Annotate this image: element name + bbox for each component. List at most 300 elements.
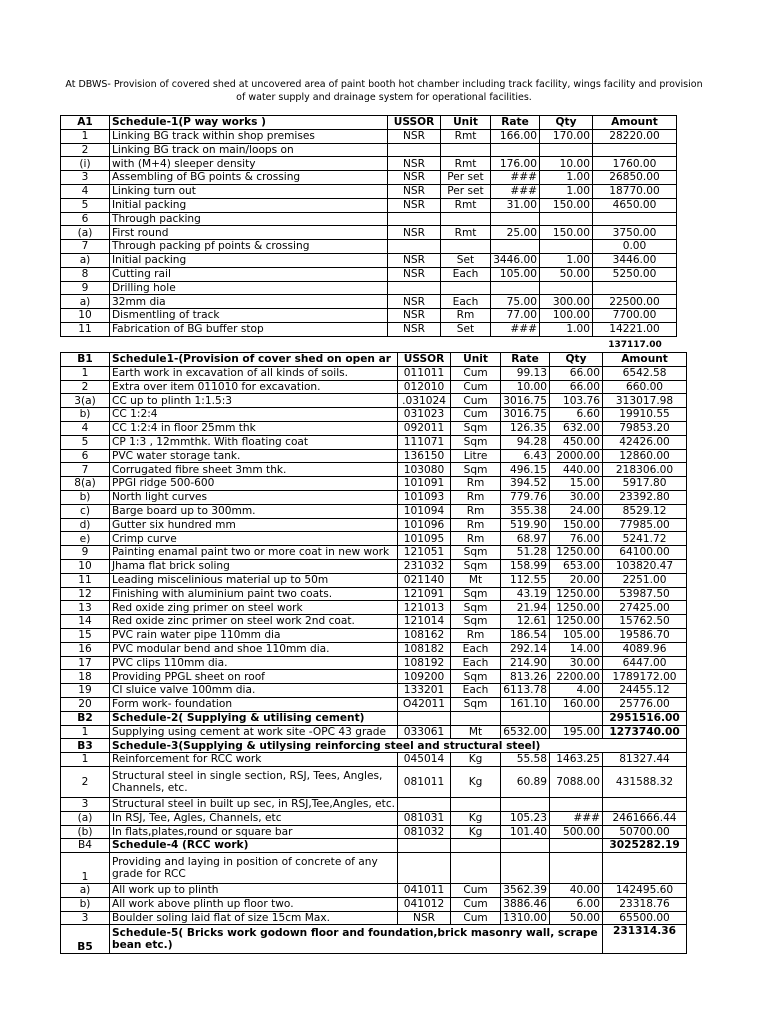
cell: 5 — [61, 198, 110, 212]
cell: 105.00 — [491, 267, 540, 281]
cell: 1250.00 — [550, 615, 603, 629]
cell: Each — [451, 656, 501, 670]
cell: 60.89 — [501, 766, 550, 797]
cell: PVC clips 110mm dia. — [110, 656, 398, 670]
cell: 3446.00 — [593, 253, 677, 267]
cell: 77.00 — [491, 309, 540, 323]
cell: Kg — [451, 753, 501, 767]
cell: Structural steel in single section, RSJ, Tees, Angles, Channels, etc. — [110, 766, 398, 797]
cell: b) — [61, 408, 110, 422]
table-row — [61, 366, 687, 380]
cell: (i) — [61, 157, 110, 171]
table-row — [61, 240, 677, 254]
cell: Rmt — [441, 129, 491, 143]
cell: (b) — [61, 825, 110, 839]
table-row — [61, 573, 687, 587]
table-row — [61, 380, 687, 394]
section-total: 231314.36 — [603, 925, 687, 954]
cell: 66.00 — [550, 380, 603, 394]
cell: 65500.00 — [603, 911, 687, 925]
cell: 166.00 — [491, 129, 540, 143]
cell: 7088.00 — [550, 766, 603, 797]
cell: 94.28 — [501, 435, 550, 449]
cell: 12860.00 — [603, 449, 687, 463]
cell: 176.00 — [491, 157, 540, 171]
cell: 11 — [61, 322, 110, 336]
cell: Through packing pf points & crossing — [110, 240, 388, 254]
cell: 6447.00 — [603, 656, 687, 670]
cell: Red oxide zing primer on steel work — [110, 601, 398, 615]
cell: Supplying using cement at work site -OPC 43 grade — [110, 725, 398, 739]
cell — [388, 240, 441, 254]
cell: 081032 — [398, 825, 451, 839]
cell: a) — [61, 295, 110, 309]
cell: 6532.00 — [501, 725, 550, 739]
cell: 5250.00 — [593, 267, 677, 281]
cell: 3562.39 — [501, 884, 550, 898]
cell: 431588.32 — [603, 766, 687, 797]
cell: b) — [61, 897, 110, 911]
table-row — [61, 518, 687, 532]
cell: In flats,plates,round or square bar — [110, 825, 398, 839]
cell: Sqm — [451, 697, 501, 711]
cell: NSR — [388, 309, 441, 323]
cell: 40.00 — [550, 884, 603, 898]
cell: 14 — [61, 615, 110, 629]
cell: PPGI ridge 500-600 — [110, 477, 398, 491]
cell: 1789172.00 — [603, 670, 687, 684]
cell: Jhama flat brick soling — [110, 559, 398, 573]
cell: 195.00 — [550, 725, 603, 739]
cell: Cum — [451, 380, 501, 394]
cell: 43.19 — [501, 587, 550, 601]
cell: 161.10 — [501, 697, 550, 711]
schedule-b-table — [60, 352, 687, 954]
cell: Sqm — [451, 546, 501, 560]
section-title: Schedule-2( Supplying & utilising cement) — [110, 711, 398, 725]
cell: 64100.00 — [603, 546, 687, 560]
table-row — [61, 435, 687, 449]
cell: 6113.78 — [501, 684, 550, 698]
cell: Each — [451, 684, 501, 698]
cell: Painting enamal paint two or more coat in new work — [110, 546, 398, 560]
cell: a) — [61, 253, 110, 267]
cell: 142495.60 — [603, 884, 687, 898]
cell: 7 — [61, 463, 110, 477]
cell: 42426.00 — [603, 435, 687, 449]
table-row — [61, 670, 687, 684]
section-label: B3 — [61, 739, 110, 753]
cell: 25776.00 — [603, 697, 687, 711]
cell: Cum — [451, 884, 501, 898]
cell: 3750.00 — [593, 226, 677, 240]
table-row — [61, 394, 687, 408]
cell: Extra over item 011010 for excavation. — [110, 380, 398, 394]
cell: a) — [61, 884, 110, 898]
cell: 011011 — [398, 366, 451, 380]
cell: Per set — [441, 171, 491, 185]
cell: Rm — [441, 309, 491, 323]
cell: 121014 — [398, 615, 451, 629]
cell: 23318.76 — [603, 897, 687, 911]
cell — [388, 143, 441, 157]
cell: PVC water storage tank. — [110, 449, 398, 463]
cell: 8 — [61, 267, 110, 281]
cell: ### — [491, 171, 540, 185]
cell: 103.76 — [550, 394, 603, 408]
table-row — [61, 143, 677, 157]
cell: All work up to plinth — [110, 884, 398, 898]
cell: 4.00 — [550, 684, 603, 698]
section-label: B4 — [61, 839, 110, 853]
cell — [540, 212, 593, 226]
cell: .031024 — [398, 394, 451, 408]
table-row — [61, 711, 687, 725]
cell: 1 — [61, 853, 110, 884]
cell: 21.94 — [501, 601, 550, 615]
cell: 24.00 — [550, 504, 603, 518]
table-row — [61, 601, 687, 615]
cell: 50.00 — [540, 267, 593, 281]
cell: O42011 — [398, 697, 451, 711]
cell — [491, 143, 540, 157]
section-title: Schedule-3(Supplying & utilysing reinforcing steel and structural steel) — [110, 739, 687, 753]
cell: 4 — [61, 184, 110, 198]
cell: First round — [110, 226, 388, 240]
cell: Sqm — [451, 421, 501, 435]
cell: 6.43 — [501, 449, 550, 463]
cell: 2251.00 — [603, 573, 687, 587]
cell: 19586.70 — [603, 628, 687, 642]
table-row — [61, 449, 687, 463]
cell: 133201 — [398, 684, 451, 698]
cell: 27425.00 — [603, 601, 687, 615]
header-cell: A1 — [61, 116, 110, 130]
cell: NSR — [388, 198, 441, 212]
cell: 101095 — [398, 532, 451, 546]
schedule-1-table — [60, 115, 677, 337]
cell: Linking turn out — [110, 184, 388, 198]
table-row — [61, 587, 687, 601]
cell: 041011 — [398, 884, 451, 898]
cell: 1 — [61, 753, 110, 767]
section-title: Schedule-5( Bricks work godown floor and foundation,brick masonry wall, scrape bean etc.) — [110, 925, 603, 954]
cell: 1.00 — [540, 322, 593, 336]
cell: ### — [491, 322, 540, 336]
cell: 105.00 — [550, 628, 603, 642]
table-row — [61, 811, 687, 825]
cell: NSR — [388, 267, 441, 281]
table-row — [61, 421, 687, 435]
cell: ### — [491, 184, 540, 198]
cell: 1.00 — [540, 171, 593, 185]
cell: Sqm — [451, 559, 501, 573]
cell: 17 — [61, 656, 110, 670]
cell — [491, 212, 540, 226]
cell: 5 — [61, 435, 110, 449]
cell: 15.00 — [550, 477, 603, 491]
cell: 045014 — [398, 753, 451, 767]
cell — [593, 281, 677, 295]
header-cell: Schedule1-(Provision of cover shed on open ar — [110, 353, 398, 367]
cell: 30.00 — [550, 656, 603, 670]
header-cell: USSOR — [398, 353, 451, 367]
cell: 5917.80 — [603, 477, 687, 491]
cell: 66.00 — [550, 366, 603, 380]
cell: 10.00 — [540, 157, 593, 171]
cell — [441, 212, 491, 226]
table-row — [61, 490, 687, 504]
cell: All work above plinth up floor two. — [110, 897, 398, 911]
cell: 121091 — [398, 587, 451, 601]
cell: 12.61 — [501, 615, 550, 629]
header-cell: Rate — [491, 116, 540, 130]
cell: d) — [61, 518, 110, 532]
cell: 79853.20 — [603, 421, 687, 435]
cell — [491, 240, 540, 254]
cell: 632.00 — [550, 421, 603, 435]
cell — [388, 212, 441, 226]
cell: 214.90 — [501, 656, 550, 670]
cell: Rm — [451, 532, 501, 546]
table-row — [61, 725, 687, 739]
cell: 30.00 — [550, 490, 603, 504]
header-cell: Amount — [603, 353, 687, 367]
cell: Cum — [451, 897, 501, 911]
cell: 26850.00 — [593, 171, 677, 185]
cell: 19910.55 — [603, 408, 687, 422]
cell: 50700.00 — [603, 825, 687, 839]
cell: 2461666.44 — [603, 811, 687, 825]
cell: 1250.00 — [550, 587, 603, 601]
cell: 3016.75 — [501, 408, 550, 422]
cell: 101091 — [398, 477, 451, 491]
cell: 218306.00 — [603, 463, 687, 477]
header-cell: B1 — [61, 353, 110, 367]
cell: Crimp curve — [110, 532, 398, 546]
cell: 9 — [61, 546, 110, 560]
cell: Sqm — [451, 615, 501, 629]
table-row — [61, 897, 687, 911]
cell: 10 — [61, 559, 110, 573]
table-row — [61, 129, 677, 143]
cell: 1250.00 — [550, 601, 603, 615]
table-row — [61, 463, 687, 477]
cell: Cum — [451, 408, 501, 422]
cell: Sqm — [451, 670, 501, 684]
cell: Rm — [451, 477, 501, 491]
cell: 3(a) — [61, 394, 110, 408]
table-row — [61, 925, 687, 954]
table-row — [61, 546, 687, 560]
cell: Fabrication of BG buffer stop — [110, 322, 388, 336]
cell: 13 — [61, 601, 110, 615]
cell: 75.00 — [491, 295, 540, 309]
cell: Barge board up to 300mm. — [110, 504, 398, 518]
table-row — [61, 853, 687, 884]
cell: 1760.00 — [593, 157, 677, 171]
cell: 77985.00 — [603, 518, 687, 532]
table-row — [61, 697, 687, 711]
cell: 126.35 — [501, 421, 550, 435]
cell: 15762.50 — [603, 615, 687, 629]
document-title: At DBWS- Provision of covered shed at uncovered area of paint booth hot chamber including track facility, wings facility and provision of water supply and drainage system for operational facilities. — [65, 79, 703, 103]
cell: Reinforcement for RCC work — [110, 753, 398, 767]
header-cell: Unit — [451, 353, 501, 367]
cell: 81327.44 — [603, 753, 687, 767]
cell: 25.00 — [491, 226, 540, 240]
cell: NSR — [388, 129, 441, 143]
cell — [540, 281, 593, 295]
table-row — [61, 157, 677, 171]
cell: 31.00 — [491, 198, 540, 212]
cell: 6 — [61, 212, 110, 226]
cell: 11 — [61, 573, 110, 587]
table-row — [61, 253, 677, 267]
cell: 1.00 — [540, 184, 593, 198]
cell: 22500.00 — [593, 295, 677, 309]
cell — [491, 281, 540, 295]
cell: Mt — [451, 573, 501, 587]
table-row — [61, 797, 687, 811]
header-cell: Rate — [501, 353, 550, 367]
cell: Gutter six hundred mm — [110, 518, 398, 532]
cell: 101093 — [398, 490, 451, 504]
cell: Rmt — [441, 157, 491, 171]
table-row — [61, 615, 687, 629]
cell: 99.13 — [501, 366, 550, 380]
cell: 440.00 — [550, 463, 603, 477]
cell — [593, 143, 677, 157]
cell: 081011 — [398, 766, 451, 797]
cell: Through packing — [110, 212, 388, 226]
cell: 8(a) — [61, 477, 110, 491]
cell: (a) — [61, 226, 110, 240]
cell: 4650.00 — [593, 198, 677, 212]
cell: 1250.00 — [550, 546, 603, 560]
cell: 1 — [61, 366, 110, 380]
table-row — [61, 212, 677, 226]
cell: 3886.46 — [501, 897, 550, 911]
cell: Providing PPGL sheet on roof — [110, 670, 398, 684]
cell: CC 1:2:4 — [110, 408, 398, 422]
cell: Initial packing — [110, 253, 388, 267]
cell: 7700.00 — [593, 309, 677, 323]
cell: 14221.00 — [593, 322, 677, 336]
table-row — [61, 477, 687, 491]
cell: Sqm — [451, 463, 501, 477]
cell: Rm — [451, 504, 501, 518]
cell: 10 — [61, 309, 110, 323]
cell: Kg — [451, 766, 501, 797]
cell: 101096 — [398, 518, 451, 532]
cell: Linking BG track on main/loops on — [110, 143, 388, 157]
cell: 3 — [61, 797, 110, 811]
cell: (a) — [61, 811, 110, 825]
cell: 653.00 — [550, 559, 603, 573]
cell: Structural steel in built up sec, in RSJ,Tee,Angles, etc. — [110, 797, 398, 811]
cell: 23392.80 — [603, 490, 687, 504]
cell: Earth work in excavation of all kinds of soils. — [110, 366, 398, 380]
cell: 20 — [61, 697, 110, 711]
cell: Assembling of BG points & crossing — [110, 171, 388, 185]
cell: 355.38 — [501, 504, 550, 518]
cell: 101.40 — [501, 825, 550, 839]
cell: Linking BG track within shop premises — [110, 129, 388, 143]
table-row — [61, 322, 677, 336]
cell: Kg — [451, 825, 501, 839]
cell: 6.00 — [550, 897, 603, 911]
cell: 160.00 — [550, 697, 603, 711]
cell: 103080 — [398, 463, 451, 477]
cell: 55.58 — [501, 753, 550, 767]
header-cell: Qty — [550, 353, 603, 367]
cell: Finishing with aluminium paint two coats. — [110, 587, 398, 601]
cell: 2 — [61, 380, 110, 394]
cell: ### — [550, 811, 603, 825]
cell: 779.76 — [501, 490, 550, 504]
table-row — [61, 884, 687, 898]
table-row — [61, 739, 687, 753]
cell: CP 1:3 , 12mmthk. With floating coat — [110, 435, 398, 449]
cell: 8529.12 — [603, 504, 687, 518]
section-label: B2 — [61, 711, 110, 725]
cell: 108192 — [398, 656, 451, 670]
cell: 10.00 — [501, 380, 550, 394]
cell: 186.54 — [501, 628, 550, 642]
cell: Mt — [451, 725, 501, 739]
section-total: 2951516.00 — [603, 711, 687, 725]
cell: c) — [61, 504, 110, 518]
cell: 7 — [61, 240, 110, 254]
cell — [388, 281, 441, 295]
cell: 112.55 — [501, 573, 550, 587]
cell: Corrugated fibre sheet 3mm thk. — [110, 463, 398, 477]
cell: 500.00 — [550, 825, 603, 839]
cell: 6542.58 — [603, 366, 687, 380]
cell: 136150 — [398, 449, 451, 463]
cell: with (M+4) sleeper density — [110, 157, 388, 171]
cell: 519.90 — [501, 518, 550, 532]
cell: 1273740.00 — [603, 725, 687, 739]
cell: 19 — [61, 684, 110, 698]
cell: 111071 — [398, 435, 451, 449]
schedule-b-body — [61, 353, 687, 367]
cell: Cum — [451, 394, 501, 408]
table-row — [61, 184, 677, 198]
cell: Leading miscelinious material up to 50m — [110, 573, 398, 587]
cell: Set — [441, 253, 491, 267]
cell: 20.00 — [550, 573, 603, 587]
section-label: B5 — [61, 925, 110, 954]
cell: Sqm — [451, 601, 501, 615]
cell: 18 — [61, 670, 110, 684]
schedule-b-rows — [61, 366, 687, 711]
table-row — [61, 408, 687, 422]
cell: 101094 — [398, 504, 451, 518]
cell: 109200 — [398, 670, 451, 684]
cell: Cutting rail — [110, 267, 388, 281]
cell: Sqm — [451, 587, 501, 601]
table-row — [61, 267, 677, 281]
cell: 813.26 — [501, 670, 550, 684]
cell: NSR — [388, 253, 441, 267]
table-header-row — [61, 353, 687, 367]
cell: 660.00 — [603, 380, 687, 394]
cell: NSR — [388, 184, 441, 198]
cell: 9 — [61, 281, 110, 295]
table-row — [61, 753, 687, 767]
